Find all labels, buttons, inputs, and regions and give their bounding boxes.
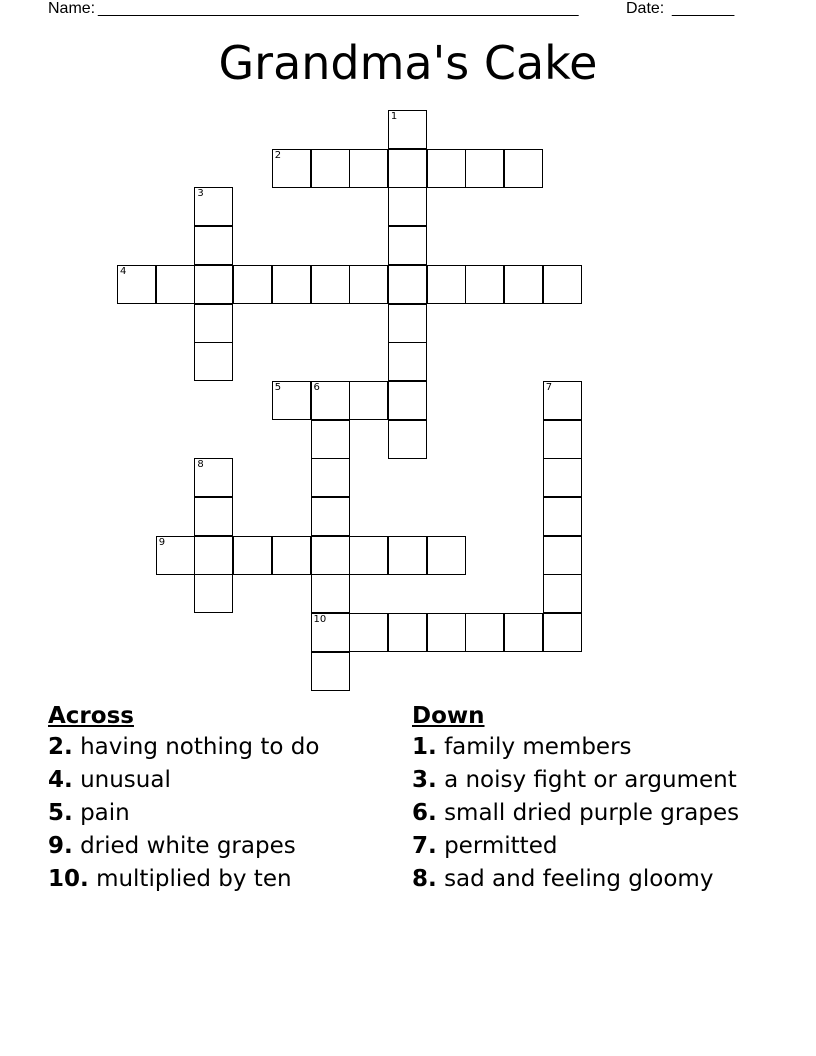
grid-cell[interactable]	[194, 497, 233, 536]
grid-cell[interactable]	[311, 265, 350, 304]
clue-number: 5	[274, 381, 282, 393]
down-clue	[412, 767, 772, 794]
clue-text: multiplied by ten	[96, 866, 292, 892]
clue-number: 4	[120, 265, 127, 277]
grid-cell[interactable]	[388, 149, 427, 188]
grid-cell[interactable]	[465, 265, 504, 304]
clue-number: 8	[197, 459, 204, 471]
puzzle-title: Grandma's Cake	[218, 36, 598, 90]
across-clue	[48, 833, 388, 860]
grid-cell[interactable]	[156, 536, 195, 575]
grid-cell[interactable]	[311, 458, 350, 497]
grid-cell[interactable]	[233, 536, 272, 575]
grid-cell[interactable]	[388, 226, 427, 265]
grid-cell[interactable]	[349, 536, 388, 575]
down-clue-list	[412, 734, 772, 893]
clue-text: a noisy fight or argument	[444, 767, 737, 793]
date-line: _______	[672, 0, 735, 17]
grid-cell[interactable]	[311, 613, 350, 652]
grid-cell[interactable]	[543, 381, 582, 420]
grid-cell[interactable]	[388, 304, 427, 343]
grid-cell[interactable]	[311, 652, 350, 691]
name-line: ______________________________________________________	[98, 0, 579, 17]
grid-cell[interactable]	[543, 458, 582, 497]
clue-text: pain	[80, 800, 130, 826]
grid-cell[interactable]	[194, 342, 233, 381]
grid-cell[interactable]	[388, 613, 427, 652]
clue-number: 3	[197, 188, 204, 200]
grid-cell[interactable]	[349, 613, 388, 652]
grid-cell[interactable]	[504, 265, 543, 304]
clue-number: 6	[313, 381, 320, 393]
grid-cell[interactable]	[194, 304, 233, 343]
name-label: Name:	[48, 0, 96, 17]
grid-cell[interactable]	[194, 458, 233, 497]
grid-cell[interactable]	[388, 342, 427, 381]
grid-cell[interactable]	[194, 536, 233, 575]
clue-number: 10	[313, 614, 327, 626]
across-clue-list	[48, 734, 388, 893]
down-clue	[412, 866, 772, 893]
grid-cell[interactable]	[272, 536, 311, 575]
clue-number-label: 4.	[48, 767, 73, 793]
grid-cell[interactable]	[543, 265, 582, 304]
clue-number-label: 8.	[412, 866, 437, 892]
grid-cell[interactable]	[311, 149, 350, 188]
clue-text: small dried purple grapes	[444, 800, 740, 826]
clue-number: 1	[390, 111, 398, 122]
clue-text: unusual	[80, 767, 171, 793]
grid-cell[interactable]	[194, 574, 233, 613]
down-clue	[412, 800, 772, 827]
grid-cell[interactable]	[543, 574, 582, 613]
grid-cell[interactable]	[427, 149, 466, 188]
grid-cell[interactable]	[349, 265, 388, 304]
grid-cell[interactable]	[427, 265, 466, 304]
grid-cell[interactable]	[272, 149, 311, 188]
grid-cell[interactable]	[543, 613, 582, 652]
clue-number: 9	[158, 536, 166, 548]
grid-cell[interactable]	[311, 381, 350, 420]
grid-cell[interactable]	[427, 613, 466, 652]
grid-cell[interactable]	[388, 110, 427, 149]
grid-cell[interactable]	[349, 381, 388, 420]
date-label: Date:	[626, 0, 665, 17]
across-clue	[48, 866, 388, 893]
grid-cell[interactable]	[543, 497, 582, 536]
grid-cell[interactable]	[388, 420, 427, 459]
across-clue	[48, 800, 388, 827]
grid-cell[interactable]	[465, 613, 504, 652]
clue-number-label: 5.	[48, 800, 73, 826]
grid-cell[interactable]	[427, 536, 466, 575]
grid-cell[interactable]	[543, 420, 582, 459]
down-clue	[412, 734, 772, 761]
clue-number-label: 2.	[48, 734, 73, 760]
grid-cell[interactable]	[117, 265, 156, 304]
clue-text: dried white grapes	[80, 833, 296, 859]
grid-cell[interactable]	[311, 497, 350, 536]
across-clue	[48, 734, 388, 761]
down-clues	[412, 703, 772, 899]
grid-cell[interactable]	[388, 265, 427, 304]
clue-text: permitted	[444, 833, 558, 859]
grid-cell[interactable]	[543, 536, 582, 575]
clue-number-label: 1.	[412, 734, 437, 760]
grid-cell[interactable]	[311, 536, 350, 575]
across-clue	[48, 767, 388, 794]
clue-text: sad and feeling gloomy	[444, 866, 714, 892]
clue-text: having nothing to do	[80, 734, 320, 760]
clue-number-label: 10.	[48, 866, 89, 892]
grid-cell[interactable]	[233, 265, 272, 304]
grid-cell[interactable]	[194, 187, 233, 226]
clue-number-label: 7.	[412, 833, 437, 859]
clue-number-label: 6.	[412, 800, 437, 826]
across-clues	[48, 703, 388, 899]
clue-number-label: 9.	[48, 833, 73, 859]
clue-number: 7	[545, 381, 553, 393]
down-heading: Down	[412, 703, 485, 729]
grid-cell[interactable]	[504, 149, 543, 188]
down-clue	[412, 833, 772, 860]
grid-cell[interactable]	[311, 574, 350, 613]
grid-cell[interactable]	[194, 226, 233, 265]
grid-cell[interactable]	[194, 265, 233, 304]
grid-cell[interactable]	[388, 536, 427, 575]
grid-cell[interactable]	[156, 265, 195, 304]
grid-cell[interactable]	[311, 420, 350, 459]
clue-number: 2	[274, 149, 282, 161]
grid-cell[interactable]	[465, 149, 504, 188]
clue-number-label: 3.	[412, 767, 437, 793]
grid-cell[interactable]	[388, 187, 427, 226]
grid-cell[interactable]	[272, 265, 311, 304]
clue-text: family members	[444, 734, 632, 760]
grid-cell[interactable]	[388, 381, 427, 420]
grid-cell[interactable]	[349, 149, 388, 188]
grid-cell[interactable]	[272, 381, 311, 420]
across-heading: Across	[48, 703, 134, 729]
grid-cell[interactable]	[504, 613, 543, 652]
